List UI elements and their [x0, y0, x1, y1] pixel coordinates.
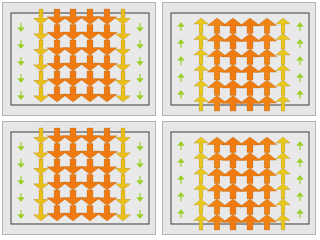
field-panel-top-right	[162, 2, 316, 116]
field-panel-bottom-left	[2, 121, 156, 235]
field-plane	[11, 132, 149, 224]
field-plane	[171, 13, 309, 105]
field-panel-bottom-right	[162, 121, 316, 235]
field-plane	[171, 132, 309, 224]
field-panel-top-left	[2, 2, 156, 116]
field-plane	[11, 13, 149, 105]
field-plot-bottom-right	[163, 122, 316, 235]
field-plot-top-right	[163, 3, 316, 116]
field-plot-top-left	[3, 3, 156, 116]
field-plot-bottom-left	[3, 122, 156, 235]
